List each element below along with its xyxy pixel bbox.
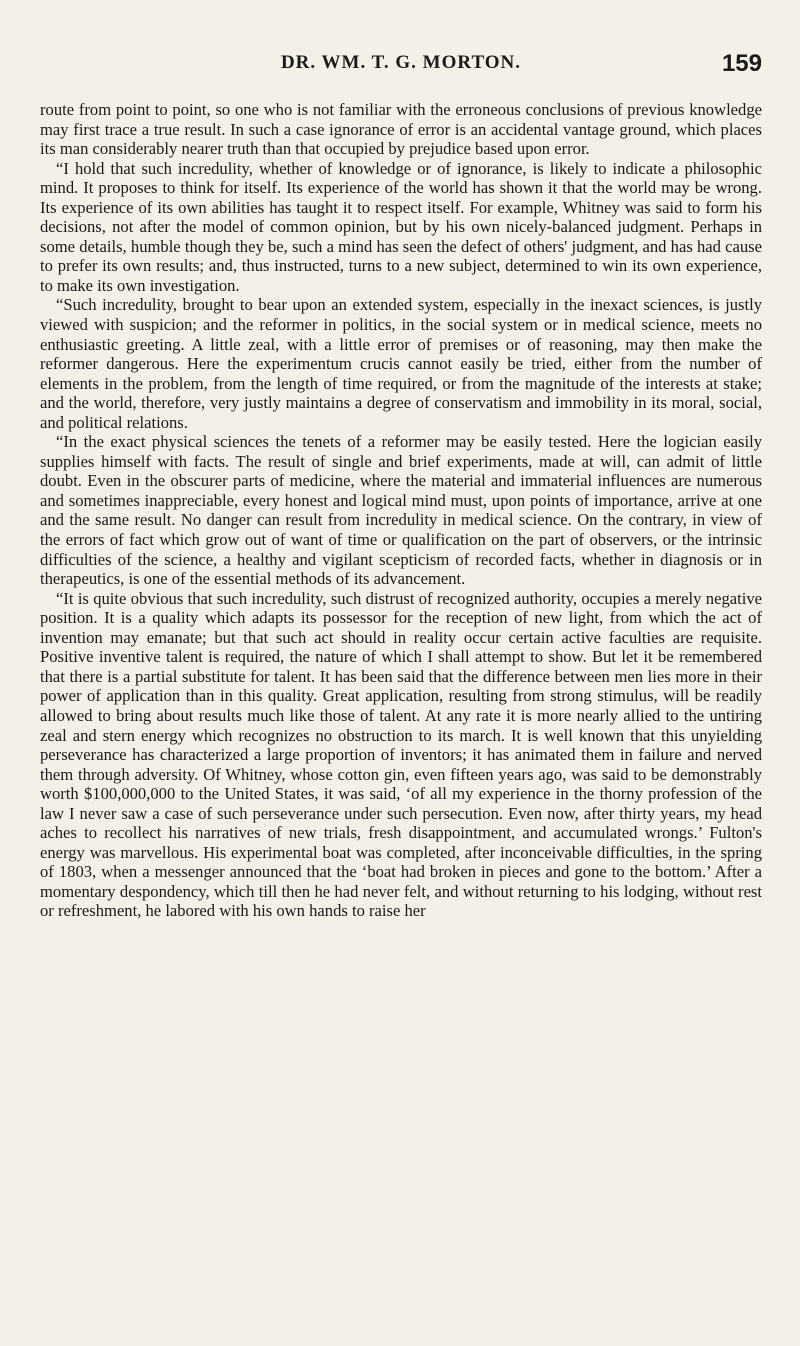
running-head: [40, 50, 762, 84]
page-number: 159: [721, 50, 762, 77]
paragraph-4: “In the exact physical sciences the tenets of a reformer may be easily tested. Here the logician easily supplies himself with facts. The result of single and brief experiments, made at will, can admit of little doubt. Even in the obscurer parts of medicine, where the material and immaterial influences are numerous and sometimes inappreciable, every honest and logical mind must, upon points of importance, arrive at one and the same result. No danger can result from incredulity in medical science. On the contrary, in view of the errors of fact which grow out of want of time or qualification on the part of observers, or the intrinsic difficulties of the science, a healthy and vigilant scepticism of recorded facts, whether in diagnosis or in therapeutics, is one of the essential methods of its advancement.: [40, 432, 762, 589]
paragraph-5: “It is quite obvious that such incredulity, such distrust of recognized authority, occupies a merely negative position. It is a quality which adapts its possessor for the reception of new light, from which the act of invention may emanate; but that such act should in reality occur certain active faculties are requisite. Positive inventive talent is required, the nature of which I shall attempt to show. But let it be remembered that there is a partial substitute for talent. It has been said that the difference between men lies more in their power of application than in this quality. Great application, resulting from strong stimulus, will be readily allowed to bring about results much like those of talent. At any rate it is more nearly allied to the untiring zeal and stern energy which recognizes no obstruction to its march. It is well known that this unyielding perseverance has characterized a large proportion of inventors; it has animated them in failure and nerved them through adversity. Of Whitney, whose cotton gin, even fifteen years ago, was said to be demonstrably worth $100,000,000 to the United States, it was said, ‘of all my experience in the thorny profession of the law I never saw a case of such perseverance under such persecution. Even now, after thirty years, my head aches to recollect his narratives of new trials, fresh disappointment, and accumulated wrongs.’ Fulton's energy was marvellous. His experimental boat was completed, after inconceivable difficulties, in the spring of 1803, when a messenger announced that the ‘boat had broken in pieces and gone to the bottom.’ After a momentary despondency, which till then he had never felt, and without returning to his lodging, without rest or refreshment, he labored with his own hands to raise her: [40, 588, 762, 921]
paragraph-2: “I hold that such incredulity, whether of knowledge or of ignorance, is likely to indicate a philosophic mind. It proposes to think for itself. Its experience of the world has shown it that the world may be wrong. Its experience of its own abilities has taught it to respect itself. For example, Whitney was said to form his decisions, not after the model of common opinion, but by his own nicely-balanced judgment. Perhaps in some details, humble though they be, such a mind has seen the defect of others' judgment, and has had cause to prefer its own results; and, thus instructed, turns to a new subject, determined to win its own experience, to make its own investigation.: [40, 158, 762, 295]
paragraph-1: route from point to point, so one who is not familiar with the erroneous conclusions of previous knowledge may first trace a true result. In such a case ignorance of error is an accidental vantage ground, which places its man considerably nearer truth than that occupied by prejudice based upon error.: [40, 100, 762, 159]
paragraph-3: “Such incredulity, brought to bear upon an extended system, especially in the inexact sciences, is justly viewed with suspicion; and the reformer in politics, in the social system or in medical science, meets no enthusiastic greeting. A little zeal, with a little error of premises or of reasoning, may then make the reformer dangerous. Here the experimentum crucis cannot easily be tried, either from the number of elements in the problem, from the length of time required, or from the magnitude of the interests at stake; and the world, therefore, very justly maintains a degree of conservatism and immobility in its moral, social, and political relations.: [40, 295, 762, 432]
running-head-title: DR. WM. T. G. MORTON.: [280, 52, 522, 73]
body-text: [40, 100, 762, 921]
